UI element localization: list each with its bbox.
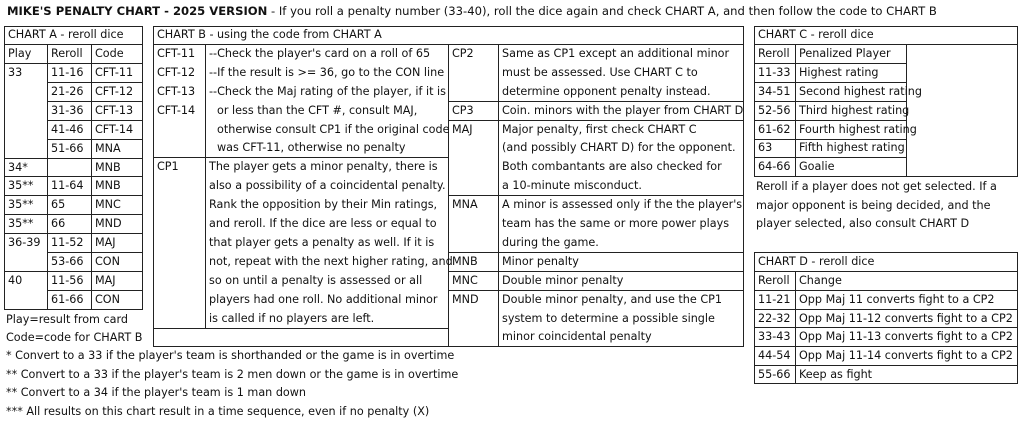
chart-b-maj-text: Major penalty, first check CHART C <box>502 123 697 136</box>
chart-b-code-maj: MAJ <box>452 123 473 136</box>
chart-c-cell-reroll: 61-62 <box>758 123 791 136</box>
chart-b-code-mnd: MND <box>452 293 479 306</box>
chart-b-mnb-text: Minor penalty <box>502 255 579 268</box>
chart-b-mnc-text: Double minor penalty <box>502 274 624 287</box>
chart-d-cell-reroll: 33-43 <box>758 330 791 343</box>
chart-a-cell-code: MNB <box>95 179 121 192</box>
chart-a-cell-play: 35** <box>8 217 34 230</box>
chart-b-maj-text: Both combantants are also checked for <box>502 160 722 173</box>
chart-a-cell-reroll: 51-66 <box>51 142 84 155</box>
chart-b-left-code-divider <box>205 44 206 328</box>
chart-b-mnd-text: Double minor penalty, and use the CP1 <box>502 293 723 306</box>
chart-a-cell-code: CON <box>95 255 120 268</box>
chart-a-cell-code: CFT-11 <box>95 66 134 79</box>
chart-c-cell-player: Fourth highest rating <box>799 123 917 136</box>
chart-c-cell-reroll: 34-51 <box>758 85 791 98</box>
chart-d-cell-change: Opp Maj 11-13 converts fight to a CP2 <box>799 330 1013 343</box>
chart-a-cell-code: CFT-12 <box>95 85 134 98</box>
chart-b-header: CHART B - using the code from CHART A <box>157 28 382 41</box>
chart-d-cell-change: Keep as fight <box>799 368 873 381</box>
chart-a-col-code: Code <box>95 47 124 60</box>
chart-d-col-change: Change <box>799 274 842 287</box>
chart-c-cell-reroll: 11-33 <box>758 66 791 79</box>
chart-b-cft-text: or less than the CFT #, consult MAJ, <box>217 104 418 117</box>
chart-c-cell-player: Third highest rating <box>799 104 910 117</box>
chart-b-mnd-text: system to determine a possible single <box>502 312 715 325</box>
chart-c-col-divider <box>795 44 796 177</box>
chart-c-header: CHART C - reroll dice <box>758 28 874 41</box>
chart-a-cell-play: 34* <box>8 161 28 174</box>
chart-b-mna-text: during the game. <box>502 236 599 249</box>
footnote: ** Convert to a 33 if the player's team is 2 men down or the game is in overtime <box>6 368 459 381</box>
chart-b-cp1-text: that player gets a penalty as well. If it is <box>209 236 435 249</box>
chart-b-maj-text: (and possibly CHART D) for the opponent. <box>502 141 736 154</box>
chart-c-cell-reroll: 64-66 <box>758 160 791 173</box>
chart-c-col-player: Penalized Player <box>799 47 891 60</box>
footnote: * Convert to a 33 if the player's team is shorthanded or the game is in overtime <box>6 349 455 362</box>
chart-b-code-cft: CFT-11 <box>157 47 196 60</box>
chart-a-cell-play: 40 <box>8 274 23 287</box>
chart-b-code-cp2: CP2 <box>452 47 474 60</box>
chart-b-cft-text: --If the result is >= 36, go to the CON line <box>209 66 445 79</box>
chart-a-cell-code: MAJ <box>95 274 116 287</box>
chart-b-code-cft: CFT-12 <box>157 66 196 79</box>
chart-b-right-divider <box>448 252 744 253</box>
chart-d-row-divider <box>754 365 1018 366</box>
chart-b-mna-text: team has the same or more power plays <box>502 217 730 230</box>
chart-d-header: CHART D - reroll dice <box>758 255 875 268</box>
chart-d-cell-reroll: 44-54 <box>758 349 791 362</box>
chart-b-cft-text: --Check the player's card on a roll of 65 <box>209 47 431 60</box>
chart-d-cell-change: Opp Maj 11-12 converts fight to a CP2 <box>799 312 1013 325</box>
chart-c-cell-player: Second highest rating <box>799 85 922 98</box>
chart-d-cell-change: Opp Maj 11-14 converts fight to a CP2 <box>799 349 1013 362</box>
chart-b-cft-text: otherwise consult CP1 if the original code <box>217 123 450 136</box>
chart-b-cp2-text: must be assessed. Use CHART C to <box>502 66 698 79</box>
chart-a-cell-reroll: 11-56 <box>51 274 84 287</box>
chart-c-note: player selected, also consult CHART D <box>756 217 970 230</box>
chart-a-cell-code: MNB <box>95 161 121 174</box>
chart-b-cp2-text: Same as CP1 except an additional minor <box>502 47 730 60</box>
chart-b-cp1-text: is called if no players are left. <box>209 312 375 325</box>
chart-a-cell-code: CON <box>95 293 120 306</box>
chart-d-cell-reroll: 11-21 <box>758 293 791 306</box>
chart-b-cp1-text: The player gets a minor penalty, there is <box>209 160 438 173</box>
chart-a-cell-code: MAJ <box>95 236 116 249</box>
chart-c-note: major opponent is being decided, and the <box>756 199 991 212</box>
chart-c-cell-player: Fifth highest rating <box>799 141 905 154</box>
chart-b-mna-text: A minor is assessed only if the the player's <box>502 198 743 211</box>
chart-b-cp1-text: not, repeat with the next higher rating, and <box>209 255 453 268</box>
chart-b-code-mnb: MNB <box>452 255 478 268</box>
chart-b-mnd-text: minor coincidental penalty <box>502 330 652 343</box>
chart-a-cell-play: 35** <box>8 179 34 192</box>
chart-b-code-cft: CFT-13 <box>157 85 196 98</box>
chart-a-col-play: Play <box>8 47 32 60</box>
chart-a-legend-play: Play=result from card <box>6 313 129 326</box>
chart-a-cell-reroll: 65 <box>51 198 66 211</box>
chart-a-cell-code: MNA <box>95 142 121 155</box>
chart-b-code-mna: MNA <box>452 198 478 211</box>
chart-b-code-cft: CFT-14 <box>157 104 196 117</box>
chart-d-col-divider <box>795 271 796 384</box>
chart-a-cell-reroll: 53-66 <box>51 255 84 268</box>
chart-b-cp1-text: and reroll. If the dice are less or equal to <box>209 217 437 230</box>
chart-d-cell-change: Opp Maj 11 converts fight to a CP2 <box>799 293 995 306</box>
chart-b-code-cp1: CP1 <box>157 160 179 173</box>
chart-d-cell-reroll: 55-66 <box>758 368 791 381</box>
chart-b-cp1-text: players had one roll. No additional minor <box>209 293 438 306</box>
chart-c-cell-player: Goalie <box>799 160 835 173</box>
chart-a-cell-reroll: 41-46 <box>51 123 84 136</box>
chart-a-cell-play: 35** <box>8 198 34 211</box>
chart-a-cell-play: 33 <box>8 66 23 79</box>
chart-d-row-divider <box>754 271 1018 272</box>
chart-c-cell-reroll: 63 <box>758 141 773 154</box>
chart-b-left-bottom <box>153 328 448 329</box>
chart-a-cell-code: CFT-13 <box>95 104 134 117</box>
chart-a-cell-reroll: 21-26 <box>51 85 84 98</box>
chart-a-cell-reroll: 31-36 <box>51 104 84 117</box>
chart-a-col-reroll: Reroll <box>51 47 83 60</box>
chart-b-cp1-text: Rank the opposition by their Min ratings, <box>209 198 438 211</box>
chart-b-cft-text: --Check the Maj rating of the player, if it is <box>209 85 446 98</box>
chart-c-note: Reroll if a player does not get selected. If a <box>756 180 997 193</box>
chart-c-cell-player: Highest rating <box>799 66 879 79</box>
chart-b-code-mnc: MNC <box>452 274 478 287</box>
page-title <box>7 4 937 18</box>
chart-a-cell-code: MND <box>95 217 122 230</box>
chart-a-cell-code: CFT-14 <box>95 123 134 136</box>
chart-b-code-cp3: CP3 <box>452 104 474 117</box>
chart-a-cell-code: MNC <box>95 198 121 211</box>
chart-b-cp2-text: determine opponent penalty instead. <box>502 85 711 98</box>
chart-b-cp3-text: Coin. minors with the player from CHART D <box>502 104 744 117</box>
chart-a-cell-reroll: 11-16 <box>51 66 84 79</box>
chart-a-header: CHART A - reroll dice <box>8 28 124 41</box>
title-instructions: - If you roll a penalty number (33-40), roll the dice again and check CHART A, and then follow the code to CHART B <box>267 4 937 18</box>
title-bold: MIKE'S PENALTY CHART - 2025 VERSION <box>7 4 268 18</box>
chart-b-cft-text: was CFT-11, otherwise no penalty <box>217 141 406 154</box>
chart-a-legend-code: Code=code for CHART B <box>6 331 143 344</box>
chart-d-col-reroll: Reroll <box>758 274 790 287</box>
chart-a-cell-reroll: 66 <box>51 217 66 230</box>
chart-c-cell-reroll: 52-56 <box>758 104 791 117</box>
chart-b-cp1-text: so on until a penalty is assessed or all <box>209 274 423 287</box>
chart-b-maj-text: a 10-minute misconduct. <box>502 179 642 192</box>
chart-a-cell-reroll: 11-64 <box>51 179 84 192</box>
footnote: *** All results on this chart result in a time sequence, even if no penalty (X) <box>6 405 430 418</box>
footnote: ** Convert to a 34 if the player's team is 1 man down <box>6 386 307 399</box>
chart-a-cell-reroll: 11-52 <box>51 236 84 249</box>
chart-b-cp1-text: also a possibility of a coincidental penalty. <box>209 179 446 192</box>
chart-a-cell-play: 36-39 <box>8 236 41 249</box>
chart-a-cell-reroll: 61-66 <box>51 293 84 306</box>
chart-c-col-reroll: Reroll <box>758 47 790 60</box>
chart-d-cell-reroll: 22-32 <box>758 312 791 325</box>
